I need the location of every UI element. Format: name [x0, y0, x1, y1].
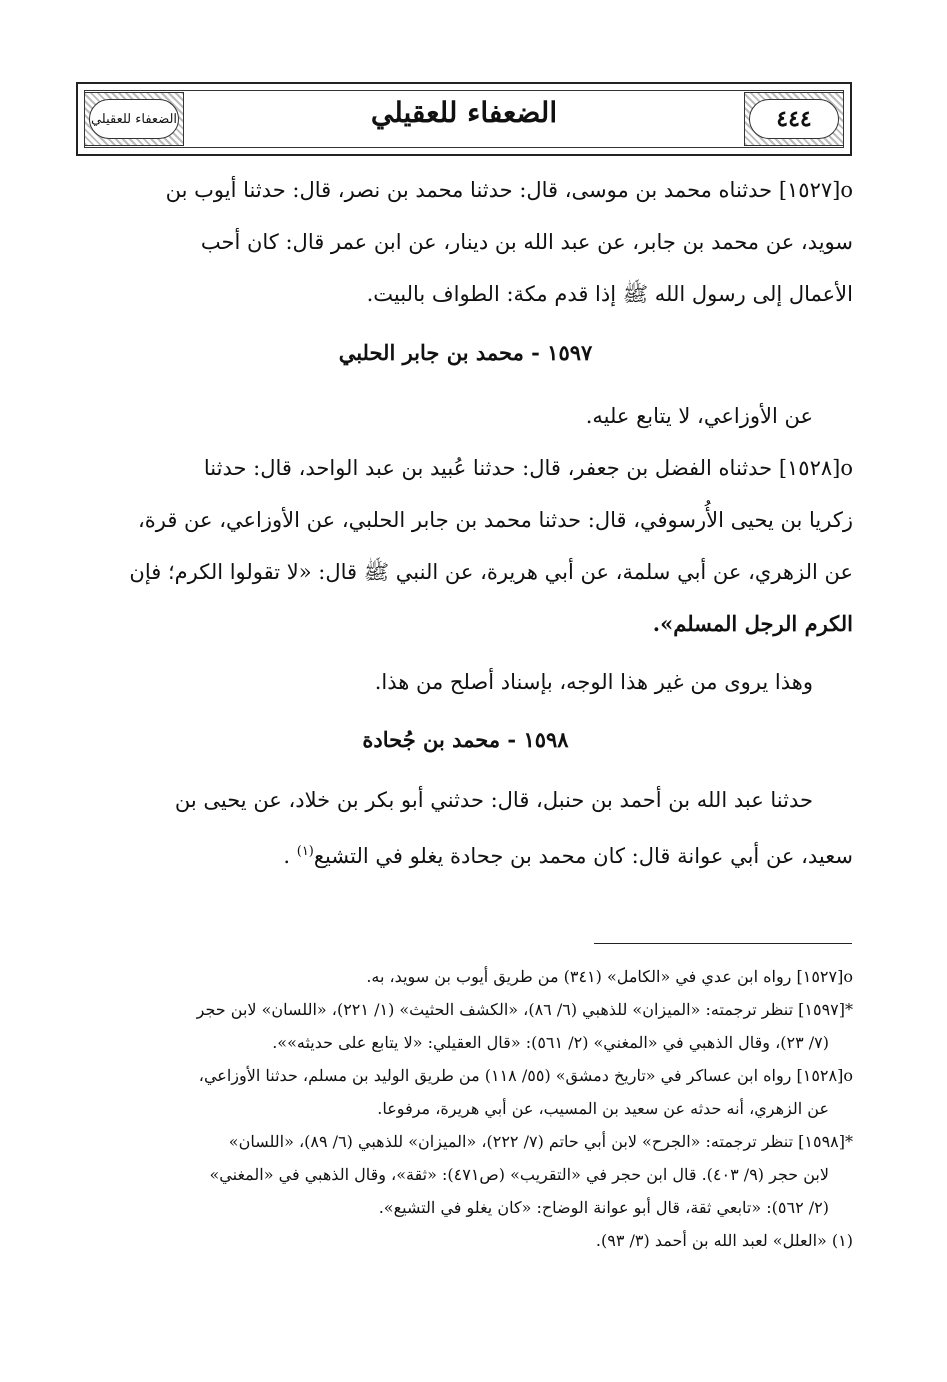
footnote-line: (٢/ ٥٦٢): «تابعي ثقة، قال أبو عوانة الوضاح: «كان يغلو في التشيع».: [378, 1198, 829, 1217]
entry-line: الأعمال إلى رسول الله ﷺ إذا قدم مكة: الطواف بالبيت.: [366, 282, 853, 306]
footnote-line: o[١٥٢٧] رواه ابن عدي في «الكامل» (٣٤١) من طريق أيوب بن سويد، به.: [366, 967, 853, 986]
footnote-line: لابن حجر (٩/ ٤٠٣). قال ابن حجر في «التقريب» (ص٤٧١): «ثقة»، وقال الذهبي في «المغني»: [209, 1165, 829, 1184]
text-after-1528: [78, 656, 853, 708]
header-ornament-left: [84, 92, 184, 146]
footnote-divider: [594, 943, 852, 944]
footnote-line: (٧/ ٢٣)، وقال الذهبي في «المغني» (٢/ ٥٦١): «قال العقيلي: «لا يتابع على حديثه»».: [272, 1033, 829, 1052]
page-number: ٤٤٤: [776, 106, 812, 132]
footnote-line: عن الزهري، أنه حدثه عن سعيد بن المسيب، عن أبي هريرة، مرفوعا.: [377, 1099, 829, 1118]
footnotes: [78, 960, 853, 1257]
entry-line: سويد، عن محمد بن جابر، عن عبد الله بن دينار، عن ابن عمر قال: كان أحب: [200, 230, 853, 254]
heading-1597: ١٥٩٧ - محمد بن جابر الحلبي: [338, 340, 593, 365]
footnote-line: o[١٥٢٨] رواه ابن عساكر في «تاريخ دمشق» (٥٥/ ١١٨) من طريق الوليد بن مسلم، حدثنا الأوزاعي،: [198, 1066, 853, 1085]
entry-line: o[١٥٢٨] حدثناه الفضل بن جعفر، قال: حدثنا عُبيد بن عبد الواحد، قال: حدثنا: [203, 456, 853, 480]
page-header: [76, 82, 852, 156]
entry-line: الكرم الرجل المسلم».: [652, 611, 853, 636]
entry-line: حدثنا عبد الله بن أحمد بن حنبل، قال: حدثني أبو بكر بن خلاد، عن يحيى بن: [174, 788, 813, 812]
entry-line: عن الزهري، عن أبي سلمة، عن أبي هريرة، عن النبي ﷺ قال: «لا تقولوا الكرم؛ فإن: [129, 560, 853, 584]
entry-1527: [78, 164, 853, 320]
entry-line: عن الأوزاعي، لا يتابع عليه.: [585, 404, 813, 428]
page-number-cartouche: [749, 99, 839, 139]
entry-line: وهذا يروى من غير هذا الوجه، بإسناد أصلح من هذا.: [374, 670, 813, 694]
running-title: الضعفاء للعقيلي: [370, 96, 558, 129]
entry-line: o[١٥٢٧] حدثناه محمد بن موسى، قال: حدثنا محمد بن نصر، قال: حدثنا أيوب بن: [165, 178, 853, 202]
header-cartouche: [89, 99, 179, 139]
cartouche-text: الضعفاء للعقيلي: [90, 111, 178, 127]
header-ornament-right: [744, 92, 844, 146]
entry-text: سعيد، عن أبي عوانة قال: كان محمد بن جحادة يغلو في التشيع: [313, 844, 853, 868]
entry-1528: [78, 442, 853, 650]
footnote-reference: (١): [296, 844, 314, 859]
footnote-line: *[١٥٩٧] تنظر ترجمته: «الميزان» للذهبي (٦/ ٨٦)، «الكشف الحثيث» (١/ ٢٢١)، «اللسان» لابن حجر: [196, 1000, 853, 1019]
footnote-line: *[١٥٩٨] تنظر ترجمته: «الجرح» لابن أبي حاتم (٧/ ٢٢٢)، «الميزان» للذهبي (٦/ ٨٩)، «اللسان»: [228, 1132, 853, 1151]
text-1597: [78, 390, 853, 442]
entry-line: زكريا بن يحيى الأُرسوفي، قال: حدثنا محمد بن جابر الحلبي، عن الأوزاعي، عن قرة،: [137, 508, 853, 532]
text-1598: [78, 774, 853, 882]
entry-line-last: [78, 826, 853, 882]
end-punctuation: .: [283, 844, 291, 868]
footnote-line: (١) «العلل» لعبد الله بن أحمد (٣/ ٩٣).: [595, 1231, 853, 1250]
heading-1598: ١٥٩٨ - محمد بن جُحادة: [362, 727, 569, 752]
